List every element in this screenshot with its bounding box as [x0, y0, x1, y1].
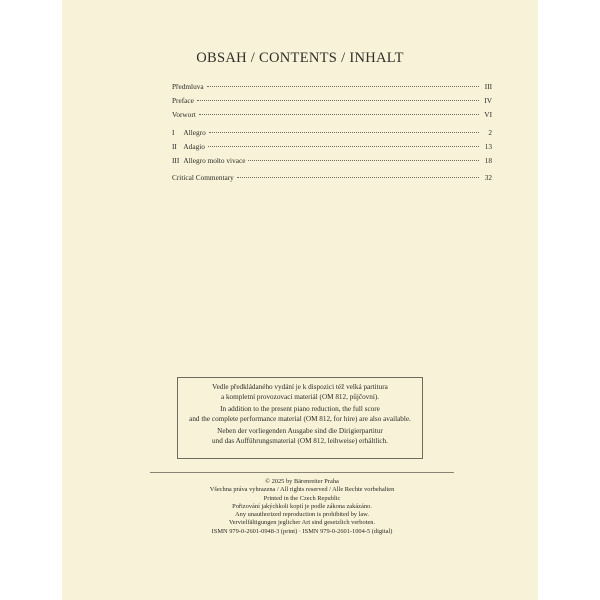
toc-front-matter: [172, 80, 492, 122]
toc-entry-page: VI: [484, 110, 492, 119]
movement-number: I: [172, 128, 175, 137]
imprint-divider: [150, 472, 454, 473]
availability-notice-box: [177, 377, 423, 459]
notice-german: Neben der vorliegenden Ausgabe sind die Dirigierpartitur und das Aufführungsmaterial (OM 812, leihweise) erhältlich.: [212, 427, 388, 445]
toc-entry-movement-2: [172, 140, 492, 154]
toc-entry-label: Critical Commentary: [172, 173, 234, 182]
toc-entry-predmluva: [172, 80, 492, 94]
toc-entry-label: Allegro: [183, 128, 206, 137]
toc-leader-dots: [197, 100, 479, 101]
toc-entry-label: Vorwort: [172, 110, 196, 119]
toc-leader-dots: [208, 146, 479, 147]
toc-entry-critical-commentary: [172, 171, 492, 185]
toc-entry-movement-3: [172, 154, 492, 168]
toc-entry-page: III: [484, 82, 492, 91]
imprint-rights: Všechna práva vyhrazena / All rights reserved / Alle Rechte vorbehalten: [209, 486, 395, 494]
imprint-ismn: ISMN 979-0-2601-0948-3 (print) · ISMN 979-0-2601-1004-5 (digital): [211, 527, 393, 535]
toc-back-matter: [172, 171, 492, 185]
imprint-warning-cz: Pořizování jakýchkoli kopií je podle zákona zakázáno.: [232, 502, 372, 510]
notice-czech: Vedle předkládaného vydání je k dispozici též velká partitura a kompletní provozovací materiál (OM 812, půjčovní).: [212, 383, 388, 401]
toc-entry-page: 13: [484, 142, 492, 151]
movement-number: II: [172, 142, 177, 151]
toc-entry-vorwort: [172, 108, 492, 122]
movement-number: III: [172, 156, 180, 165]
toc-leader-dots: [248, 160, 479, 161]
imprint-warning-en: Any unauthorized reproduction is prohibited by law.: [235, 511, 369, 519]
toc-entry-label: Preface: [172, 96, 194, 105]
notice-english: In addition to the present piano reduction, the full score and the complete performance material (OM 812, for hire) are also available.: [189, 405, 411, 423]
toc-entry-label: Adagio: [183, 142, 205, 151]
toc-entry-page: 32: [484, 173, 492, 182]
toc-leader-dots: [207, 86, 479, 87]
toc-leader-dots: [199, 114, 479, 115]
imprint-block: [150, 478, 454, 536]
toc-entry-label: Allegro molto vivace: [183, 156, 246, 165]
page-title: OBSAH / CONTENTS / INHALT: [196, 50, 404, 66]
toc-leader-dots: [209, 132, 479, 133]
toc-entry-page: 2: [488, 128, 492, 137]
toc-entry-page: 18: [484, 156, 492, 165]
toc-movements: [172, 126, 492, 168]
toc-entry-preface: [172, 94, 492, 108]
toc-leader-dots: [237, 177, 479, 178]
toc-entry-page: IV: [484, 96, 492, 105]
imprint-warning-de: Vervielfältigungen jeglicher Art sind gesetzlich verboten.: [228, 519, 376, 527]
document-page: [62, 0, 538, 600]
toc-entry-label: Předmluva: [172, 82, 204, 91]
toc-entry-movement-1: [172, 126, 492, 140]
imprint-printed: Printed in the Czech Republic: [263, 494, 341, 502]
imprint-copyright: © 2025 by Bärenreiter Praha: [265, 478, 339, 485]
